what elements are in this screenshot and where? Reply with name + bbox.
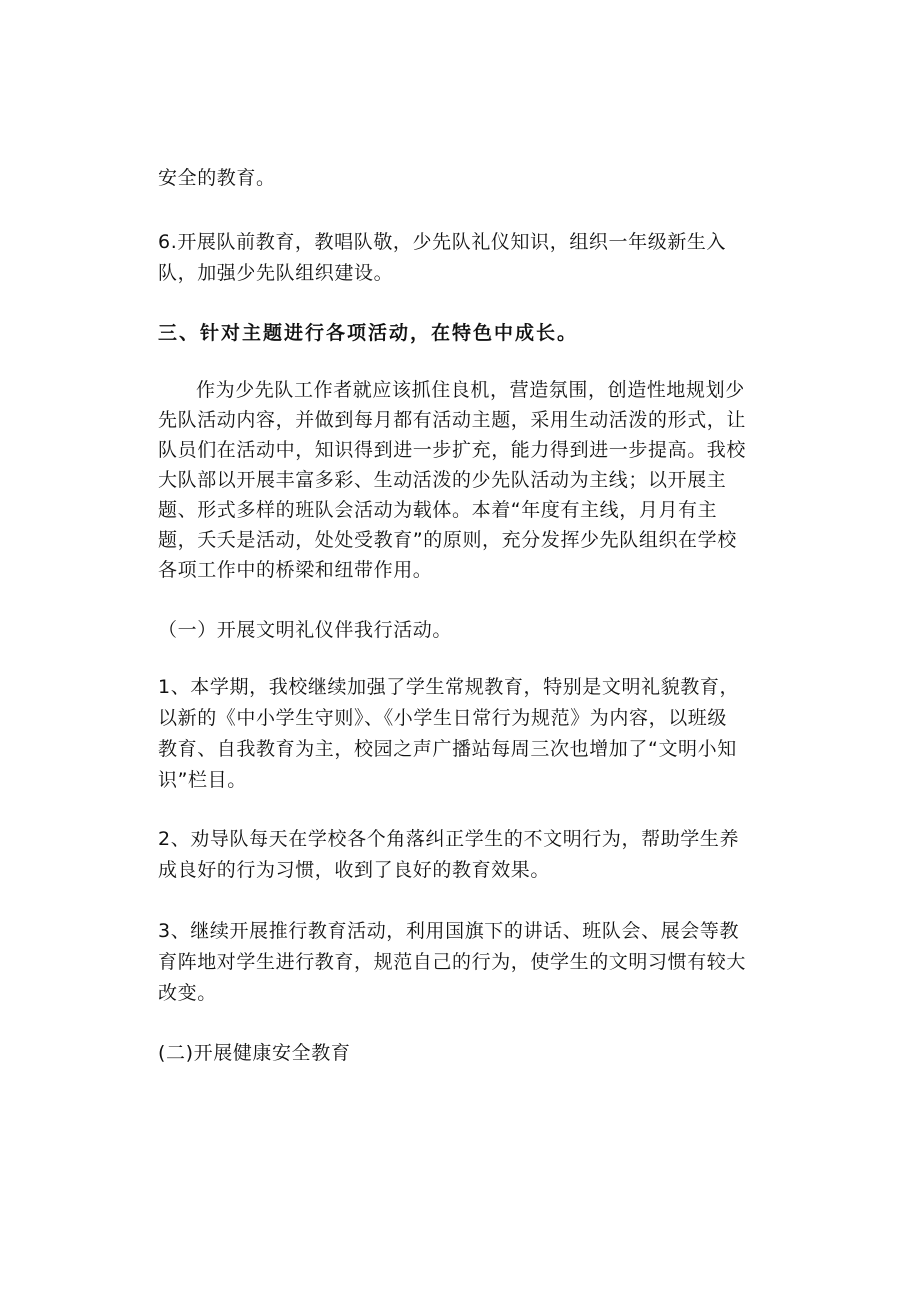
paragraph-line: 大队部以开展丰富多彩、生动活泼的少先队活动为主线；以开展主 [158,469,727,491]
paragraph-line: 队员们在活动中，知识得到进一步扩充，能力得到进一步提高。我校 [158,439,747,461]
paragraph-line: 作为少先队工作者就应该抓住良机，营造氛围，创造性地规划少 [196,379,745,401]
paragraph-line: 改变。 [158,982,217,1004]
paragraph-line: 1、本学期，我校继续加强了学生常规教育，特别是文明礼貌教育， [158,676,740,698]
paragraph-line: 安全的教育。 [158,167,276,189]
paragraph-line: 6.开展队前教育，教唱队敬，少先队礼仪知识，组织一年级新生入 [158,231,727,253]
paragraph-line: 队，加强少先队组织建设。 [158,262,394,284]
paragraph-line: 题、形式多样的班队会活动为载体。本着“年度有主线，月月有主 [158,499,718,521]
paragraph-line: 成良好的行为习惯，收到了良好的教育效果。 [158,859,551,881]
paragraph-line: 各项工作中的桥梁和纽带作用。 [158,559,433,581]
paragraph-line: 教育、自我教育为主，校园之声广播站每周三次也增加了“文明小知 [158,738,737,760]
paragraph-line: 3、继续开展推行教育活动，利用国旗下的讲话、班队会、展会等教 [158,920,740,942]
paragraph-line: 育阵地对学生进行教育，规范自己的行为，使学生的文明习惯有较大 [158,951,747,973]
paragraph-line: 以新的《中小学生守则》、《小学生日常行为规范》为内容，以班级 [158,707,728,729]
paragraph-line: 2、劝导队每天在学校各个角落纠正学生的不文明行为，帮助学生养 [158,828,740,850]
paragraph-line: 先队活动内容，并做到每月都有活动主题，采用生动活泼的形式，让 [158,409,747,431]
subsection-heading: (二)开展健康安全教育 [158,1042,351,1064]
paragraph-line: 题，夭夭是活动，处处受教育”的原则，充分发挥少先队组织在学校 [158,529,737,551]
paragraph-line: 识”栏目。 [158,769,247,791]
subsection-heading: （一）开展文明礼仪伴我行活动。 [158,619,453,641]
section-heading: 三、针对主题进行各项活动，在特色中成长。 [158,322,579,344]
